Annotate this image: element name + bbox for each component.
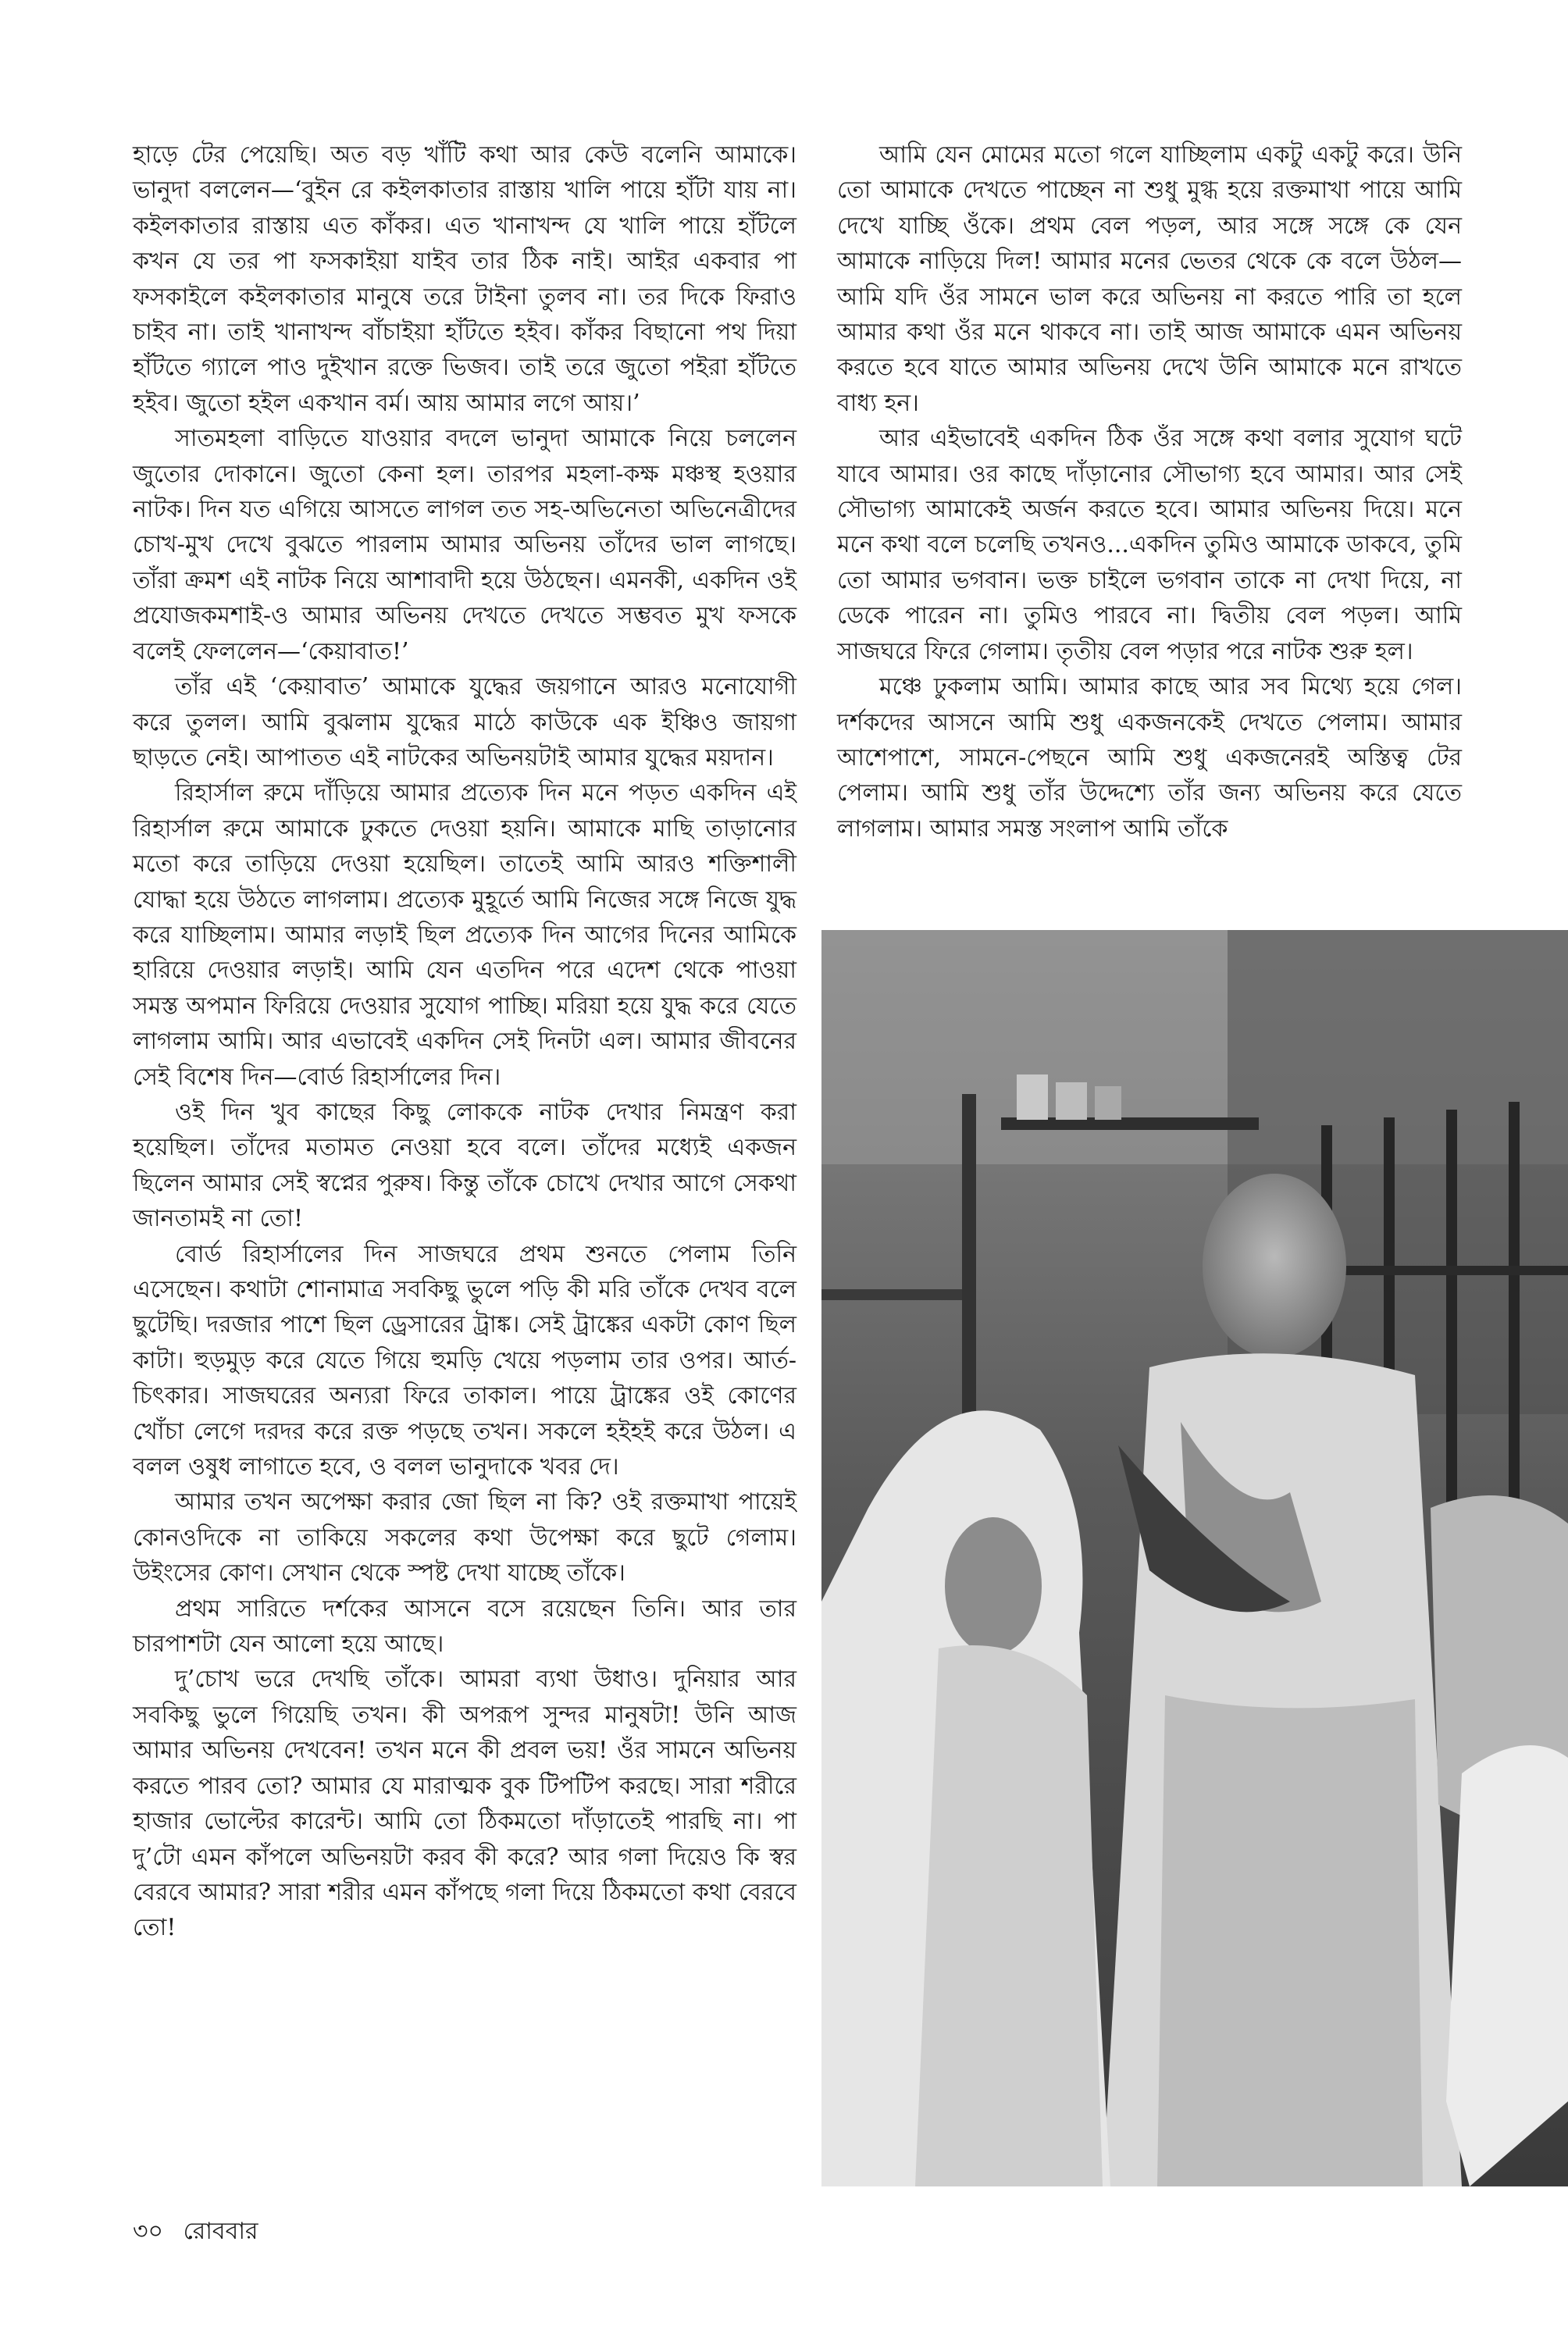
paragraph: দু’চোখ ভরে দেখছি তাঁকে। আমরা ব্যথা উধাও। দুনিয়ার আর সবকিছু ভুলে গিয়েছি তখন। কী অপরূপ সুন্দর মানুষটা! উনি আজ আমার অভিনয় দেখবেন! তখন মনে কী প্রবল ভয়! ওঁর সামনে অভিনয় করতে পারব তো? আমার যে মারাত্মক বুক টিপটিপ করছে। সারা শরীরে হাজার ভোল্টের কারেন্ট। আমি তো ঠিকমতো দাঁড়াতেই পারছি না। পা দু’টো এমন কাঁপলে অভিনয়টা করব কী করে? আর গলা দিয়েও কি স্বর বেরবে আমার? সারা শরীর এমন কাঁপছে গলা দিয়ে ঠিকমতো কথা বেরবে তো!: [133, 1666, 796, 1942]
paragraph: আমি যেন মোমের মতো গলে যাচ্ছিলাম একটু একটু করে। উনি তো আমাকে দেখতে পাচ্ছেন না শুধু মুগ্ধ হয়ে রক্তমাখা পায়ে আমি দেখে যাচ্ছি ওঁকে। প্রথম বেল পড়ল, আর সঙ্গে সঙ্গে কে যেন আমাকে নাড়িয়ে দিল! আমার মনের ভেতর থেকে কে বলে উঠল—আমি যদি ওঁর সামনে ভাল করে অভিনয় না করতে পারি তা হলে আমার কথা ওঁর মনে থাকবে না। তাই আজ আমাকে এমন অভিনয় করতে হবে যাতে আমার অভিনয় দেখে উনি আমাকে মনে রাখতে বাধ্য হন।: [837, 141, 1462, 417]
photo-illustration: [821, 930, 1568, 2186]
paragraph: তাঁর এই ‘কেয়াবাত’ আমাকে যুদ্ধের জয়গানে আরও মনোযোগী করে তুলল। আমি বুঝলাম যুদ্ধের মাঠে কাউকে এক ইঞ্চিও জায়গা ছাড়তে নেই। আপাতত এই নাটকের অভিনয়টাই আমার যুদ্ধের ময়দান।: [133, 673, 796, 772]
page-footer: [133, 2216, 258, 2247]
paragraph: ওই দিন খুব কাছের কিছু লোককে নাটক দেখার নিমন্ত্রণ করা হয়েছিল। তাঁদের মতামত নেওয়া হবে বলে। তাঁদের মধ্যেই একজন ছিলেন আমার সেই স্বপ্নের পুরুষ। কিন্তু তাঁকে চোখে দেখার আগে সেকথা জানতামই না তো!: [133, 1098, 796, 1233]
left-text-column: [133, 137, 796, 1946]
paragraph: প্রথম সারিতে দর্শকের আসনে বসে রয়েছেন তিনি। আর তার চারপাশটা যেন আলো হয়ে আছে।: [133, 1595, 796, 1659]
paragraph: আর এইভাবেই একদিন ঠিক ওঁর সঙ্গে কথা বলার সুযোগ ঘটে যাবে আমার। ওর কাছে দাঁড়ানোর সৌভাগ্য হবে আমার। আর সেই সৌভাগ্য আমাকেই অর্জন করতে হবে। আমার অভিনয় দিয়ে। মনে মনে কথা বলে চলেছি তখনও...একদিন তুমিও আমাকে ডাকবে, তুমি তো আমার ভগবান। ভক্ত চাইলে ভগবান তাকে না দেখা দিয়ে, না ডেকে পারেন না। তুমিও পারবে না। দ্বিতীয় বেল পড়ল। আমি সাজঘরে ফিরে গেলাম। তৃতীয় বেল পড়ার পরে নাটক শুরু হল।: [837, 425, 1462, 665]
right-text-column: [837, 137, 1462, 846]
paragraph: হাড়ে টের পেয়েছি। অত বড় খাঁটি কথা আর কেউ বলেনি আমাকে। ভানুদা বললেন—‘বুইন রে কইলকাতার রাস্তায় খালি পায়ে হাঁটা যায় না। কইলকাতার রাস্তায় এত কাঁকর। এত খানাখন্দ যে খালি পায়ে হাঁটলে কখন যে তর পা ফসকাইয়া যাইব তার ঠিক নাই। আইর একবার পা ফসকাইলে কইলকাতার মানুষে তরে টাইনা তুলব না। তর দিকে ফিরাও চাইব না। তাই খানাখন্দ বাঁচাইয়া হাঁটতে হইব। কাঁকর বিছানো পথ দিয়া হাঁটতে গ্যালে পাও দুইখান রক্তে ভিজব। তাই তরে জুতো পইরা হাঁটতে হইব। জুতো হইল একখান বর্ম। আয় আমার লগে আয়।’: [133, 141, 796, 417]
paragraph: রিহার্সাল রুমে দাঁড়িয়ে আমার প্রত্যেক দিন মনে পড়ত একদিন এই রিহার্সাল রুমে আমাকে ঢুকতে দেওয়া হয়নি। আমাকে মাছি তাড়ানোর মতো করে তাড়িয়ে দেওয়া হয়েছিল। তাতেই আমি আরও শক্তিশালী যোদ্ধা হয়ে উঠতে লাগলাম। প্রত্যেক মুহূর্তে আমি নিজের সঙ্গে নিজে যুদ্ধ করে যাচ্ছিলাম। আমার লড়াই ছিল প্রত্যেক দিন আগের দিনের আমিকে হারিয়ে দেওয়ার লড়াই। আমি যেন এতদিন পরে এদেশ থেকে পাওয়া সমস্ত অপমান ফিরিয়ে দেওয়ার সুযোগ পাচ্ছি। মরিয়া হয়ে যুদ্ধ করে যেতে লাগলাম আমি। আর এভাবেই একদিন সেই দিনটা এল। আমার জীবনের সেই বিশেষ দিন—বোর্ড রিহার্সালের দিন।: [133, 779, 796, 1091]
paragraph: বোর্ড রিহার্সালের দিন সাজঘরে প্রথম শুনতে পেলাম তিনি এসেছেন। কথাটা শোনামাত্র সবকিছু ভুলে পড়ি কী মরি তাঁকে দেখব বলে ছুটেছি। দরজার পাশে ছিল ড্রেসারের ট্রাঙ্ক। সেই ট্রাঙ্কের একটা কোণ ছিল কাটা। হুড়মুড় করে যেতে গিয়ে হুমড়ি খেয়ে পড়লাম তার ওপর। আর্ত-চিৎকার। সাজঘরের অন্যরা ফিরে তাকাল। পায়ে ট্রাঙ্কের ওই কোণের খোঁচা লেগে দরদর করে রক্ত পড়ছে তখন। সকলে হইহই করে উঠল। এ বলল ওষুধ লাগাতে হবে, ও বলল ভানুদাকে খবর দে।: [133, 1240, 796, 1481]
paragraph: আমার তখন অপেক্ষা করার জো ছিল না কি? ওই রক্তমাখা পায়েই কোনওদিকে না তাকিয়ে সকলের কথা উপেক্ষা করে ছুটে গেলাম। উইংসের কোণ। সেখান থেকে স্পষ্ট দেখা যাচ্ছে তাঁকে।: [133, 1488, 796, 1588]
archival-photograph: [821, 930, 1568, 2186]
magazine-name: রোববার: [183, 2218, 258, 2245]
paragraph: সাতমহলা বাড়িতে যাওয়ার বদলে ভানুদা আমাকে নিয়ে চললেন জুতোর দোকানে। জুতো কেনা হল। তারপর মহলা-কক্ষ মঞ্চস্থ হওয়ার নাটক। দিন যত এগিয়ে আসতে লাগল তত সহ-অভিনেতা অভিনেত্রীদের চোখ-মুখ দেখে বুঝতে পারলাম আমার অভিনয় তাঁদের ভাল লাগছে। তাঁরা ক্রমশ এই নাটক নিয়ে আশাবাদী হয়ে উঠছেন। এমনকী, একদিন ওই প্রযোজকমশাই-ও আমার অভিনয় দেখতে দেখতে সম্ভবত মুখ ফসকে বলেই ফেললেন—‘কেয়াবাত!’: [133, 425, 796, 665]
page-number: ৩০: [133, 2218, 164, 2245]
paragraph: মঞ্চে ঢুকলাম আমি। আমার কাছে আর সব মিথ্যে হয়ে গেল। দর্শকদের আসনে আমি শুধু একজনকেই দেখতে পেলাম। আমার আশেপাশে, সামনে-পেছনে আমি শুধু একজনেরই অস্তিত্ব টের পেলাম। আমি শুধু তাঁর উদ্দেশ্যে তাঁর জন্য অভিনয় করে যেতে লাগলাম। আমার সমস্ত সংলাপ আমি তাঁকে: [837, 673, 1462, 843]
